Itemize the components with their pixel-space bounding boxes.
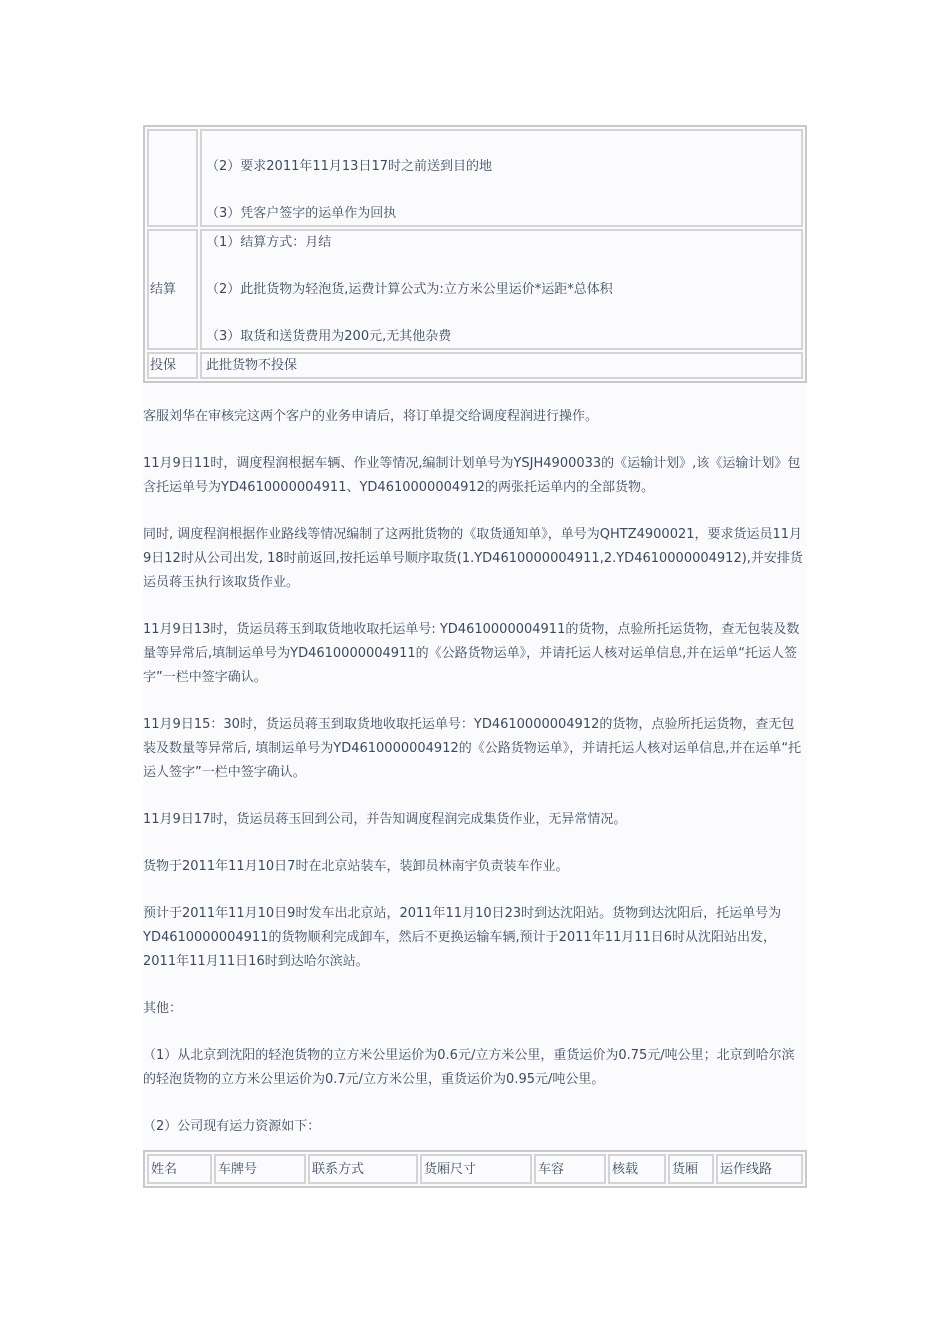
column-header: 运作线路: [716, 1154, 803, 1184]
pickup-fee-text: （3）取货和送货费用为200元,无其他杂费: [206, 329, 452, 344]
paragraph: 货物于2011年11月10日7时在北京站装车，装卸员林南宇负责装车作业。: [143, 859, 569, 874]
delivery-deadline-text: （2）要求2011年11月13日17时之前送到目的地: [206, 159, 492, 174]
paragraph: 同时, 调度程润根据作业路线等情况编制了这两批货物的《取货通知单》，单号为QHTZ4900021，要求货运员11月9日12时从公司出发, 18时前返回,按托运单号顺序取货(1.YD4610000004911,2.YD4610000004912),并安排货运员蒋玉执行该取货作业。: [143, 527, 803, 590]
paragraph: （1）从北京到沈阳的轻泡货物的立方米公里运价为0.6元/立方米公里，重货运价为0.75元/吨公里；北京到哈尔滨的轻泡货物的立方米公里运价为0.7元/立方米公里，重货运价为0.95元/吨公里。: [143, 1048, 795, 1087]
insurance-text: 此批货物不投保: [206, 358, 298, 373]
row-content: [200, 129, 803, 227]
fleet-resources-table: [143, 1150, 807, 1188]
paragraph: （2）公司现有运力资源如下：: [143, 1119, 321, 1134]
paragraph: 11月9日13时，货运员蒋玉到取货地收取托运单号: YD4610000004911的货物，点验所托运货物，查无包装及数量等异常后,填制运单号为YD4610000004911的《公路货物运单》，并请托运人核对运单信息,并在运单“托运人签字”一栏中签字确认。: [143, 622, 800, 685]
table-row: [147, 352, 803, 379]
row-header-settlement: 结算: [147, 229, 198, 350]
column-header: 车牌号: [214, 1154, 306, 1184]
document-body: [143, 125, 807, 1188]
paragraph: 客服刘华在审核完这两个客户的业务申请后，将订单提交给调度程润进行操作。: [143, 409, 599, 424]
row-header-insurance: 投保: [147, 352, 198, 379]
column-header: 货厢尺寸: [420, 1154, 532, 1184]
shipment-terms-table: [143, 125, 807, 383]
column-header: 核载: [608, 1154, 666, 1184]
paragraph: 其他：: [143, 1001, 183, 1016]
paragraph: 11月9日15：30时，货运员蒋玉到取货地收取托运单号：YD4610000004912的货物，点验所托运货物，查无包装及数量等异常后, 填制运单号为YD4610000004912的《公路货物运单》，并请托运人核对运单信息,并在运单“托运人签字”一栏中签字确认。: [143, 717, 802, 780]
row-content: [200, 352, 803, 379]
settlement-method-text: （1）结算方式：月结: [206, 235, 332, 250]
paragraph: 11月9日11时，调度程润根据车辆、作业等情况,编制计划单号为YSJH4900033的《运输计划》,该《运输计划》包含托运单号为YD4610000004911、YD4610000004912的两张托运单内的全部货物。: [143, 456, 801, 495]
column-header: 货厢: [668, 1154, 714, 1184]
table-row: [147, 229, 803, 350]
paragraph: 预计于2011年11月10日9时发车出北京站，2011年11月10日23时到达沈阳站。货物到达沈阳后，托运单号为YD4610000004911的货物顺利完成卸车，然后不更换运输车辆,预计于2011年11月11日6时从沈阳站出发，2011年11月11日16时到达哈尔滨站。: [143, 906, 782, 969]
column-header: 联系方式: [308, 1154, 418, 1184]
table-header-row: [147, 1154, 803, 1184]
column-header: 姓名: [147, 1154, 212, 1184]
receipt-requirement-text: （3）凭客户签字的运单作为回执: [206, 206, 397, 221]
freight-formula-text: （2）此批货物为轻泡货,运费计算公式为:立方米公里运价*运距*总体积: [206, 282, 613, 297]
column-header: 车容: [534, 1154, 606, 1184]
paragraph: 11月9日17时，货运员蒋玉回到公司，并告知调度程润完成集货作业，无异常情况。: [143, 812, 627, 827]
row-header: [147, 129, 198, 227]
table-row: [147, 129, 803, 227]
row-content: [200, 229, 803, 350]
